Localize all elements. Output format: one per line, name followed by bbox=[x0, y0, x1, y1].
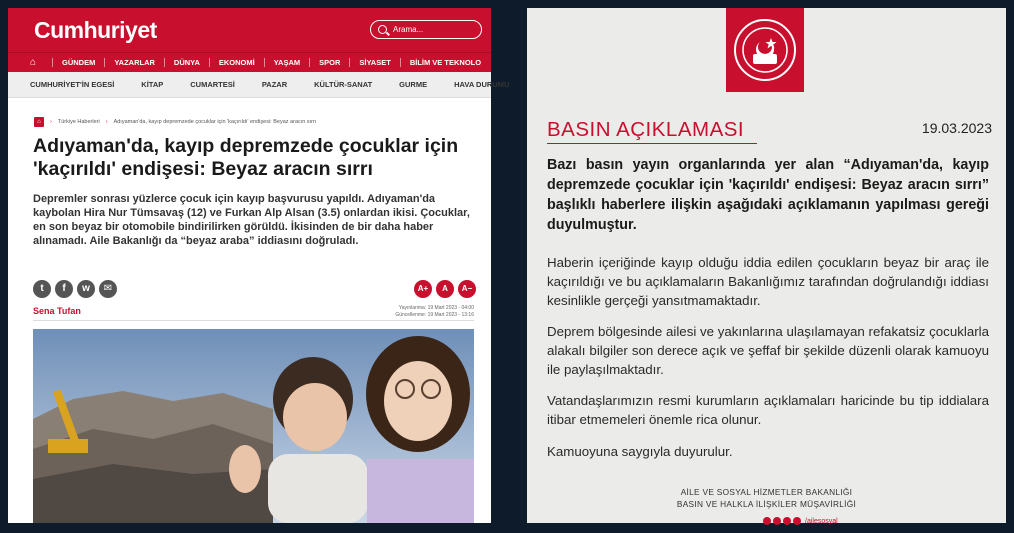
search-icon bbox=[378, 25, 387, 34]
subnav-item-hava-durumu[interactable]: HAVA DURUMU bbox=[454, 80, 510, 89]
subnav-item-pazar[interactable]: PAZAR bbox=[261, 80, 288, 89]
breadcrumb: ⌂ › Türkiye Haberleri › Adıyaman'da, kayıp depremzede çocuklar için 'kaçırıldı' endişesi: Beyaz aracın sırrı bbox=[34, 116, 316, 127]
subnav-item-ege[interactable]: CUMHURİYET'İN EGESİ bbox=[30, 80, 115, 89]
font-increase-button[interactable]: A+ bbox=[414, 280, 432, 298]
facebook-icon[interactable]: f bbox=[55, 280, 73, 298]
home-icon[interactable]: ⌂ bbox=[34, 117, 44, 127]
share-buttons bbox=[33, 280, 117, 298]
whatsapp-icon[interactable]: w bbox=[77, 280, 95, 298]
article-headline: Adıyaman'da, kayıp depremzede çocuklar için 'kaçırıldı' endişesi: Beyaz aracın sırrı bbox=[33, 135, 459, 180]
release-lead: Bazı basın yayın organlarında yer alan “Adıyaman'da, kayıp depremzede çocuklar için 'kaçırıldı' endişesi: Beyaz aracın sırrı” başlıklı haberlere ilişkin aşağıdaki açıklamanın yapılması gereği duyulmuştur. bbox=[547, 157, 989, 233]
site-logo[interactable]: Cumhuriyet bbox=[34, 17, 157, 43]
nav-item-yazarlar[interactable]: YAZARLAR bbox=[104, 58, 164, 67]
breadcrumb-category[interactable]: Türkiye Haberleri bbox=[57, 118, 100, 125]
search-input[interactable] bbox=[370, 20, 482, 39]
nav-item-bilim[interactable]: BİLİM VE TEKNOLO bbox=[400, 58, 490, 67]
subnav-item-gurme[interactable]: GURME bbox=[399, 80, 428, 89]
breadcrumb-current: Adıyaman'da, kayıp depremzede çocuklar için 'kaçırıldı' endişesi: Beyaz aracın sırrı bbox=[113, 118, 317, 125]
subnav-item-kitap[interactable]: KİTAP bbox=[141, 80, 164, 89]
published-date: Yayınlanma: 19 Mart 2023 - 04:00 bbox=[398, 305, 474, 311]
release-paragraph: Kamuoyuna saygıyla duyurulur. bbox=[547, 444, 733, 459]
nav-item-siyaset[interactable]: SİYASET bbox=[349, 58, 399, 67]
email-icon[interactable]: ✉ bbox=[99, 280, 117, 298]
sub-nav bbox=[8, 72, 510, 98]
search-placeholder: Arama... bbox=[393, 25, 424, 34]
ministry-name: AİLE VE SOSYAL HİZMETLER BAKANLIĞI bbox=[680, 487, 853, 497]
site-header bbox=[8, 8, 491, 52]
release-title: BASIN AÇIKLAMASI bbox=[547, 118, 745, 141]
title-underline bbox=[547, 143, 757, 144]
article-summary: Depremler sonrası yüzlerce çocuk için kayıp başvurusu yapıldı. Adıyaman'da kaybolan Hira Nur Tümsavaş (12) ve Furkan Alp Alsan (3.5) onlardan ikisi. Çocuklar, en son beyaz bir otomobile bindirilirken görüldü. İkisinden de bir daha haber alınamadı. Aile Bakanlığı da “beyaz araba” iddiasını doğruladı. bbox=[33, 193, 470, 247]
release-paragraph: Deprem bölgesinde ailesi ve yakınlarına ulaşılamayan refakatsiz çocuklarla alakalı bilgiler son derece açık ve şeffaf bir şekilde düzenli olarak kamuoyu ile paylaşılmaktadır. bbox=[547, 324, 989, 377]
article-photo bbox=[33, 329, 474, 523]
subnav-item-kultur-sanat[interactable]: KÜLTÜR-SANAT bbox=[314, 80, 373, 89]
press-release-panel bbox=[527, 8, 1006, 523]
social-handle[interactable]: /ailesosyal bbox=[805, 517, 838, 525]
release-date: 19.03.2023 bbox=[921, 120, 992, 136]
nav-item-yasam[interactable]: YAŞAM bbox=[264, 58, 309, 67]
article-dates bbox=[348, 305, 474, 319]
department-name: BASIN VE HALKLA İLİŞKİLER MÜŞAVİRLİĞİ bbox=[676, 499, 857, 509]
release-paragraph: Haberin içeriğinde kayıp olduğu iddia edilen çocukların beyaz bir araç ile kaçırıldığı ve bu açıklamaların Bakanlığımız tarafından doğrulandığı iddiası kesinlikle gerçeği yansıtmamaktadır. bbox=[547, 255, 989, 308]
twitter-icon[interactable] bbox=[793, 517, 801, 525]
news-article-panel bbox=[8, 8, 510, 523]
divider bbox=[33, 320, 474, 321]
font-decrease-button[interactable]: A− bbox=[458, 280, 476, 298]
ministry-logo bbox=[726, 8, 804, 92]
release-footer bbox=[527, 486, 1006, 510]
subnav-item-cumartesi[interactable]: CUMARTESİ bbox=[190, 80, 235, 89]
font-size-controls bbox=[414, 280, 476, 298]
twitter-icon[interactable]: t bbox=[33, 280, 51, 298]
youtube-icon[interactable] bbox=[773, 517, 781, 525]
home-icon[interactable]: ⌂ bbox=[30, 57, 37, 68]
instagram-icon[interactable] bbox=[783, 517, 791, 525]
author-name[interactable]: Sena Tufan bbox=[33, 306, 81, 316]
nav-item-ekonomi[interactable]: EKONOMİ bbox=[209, 58, 264, 67]
nav-item-dunya[interactable]: DÜNYA bbox=[164, 58, 209, 67]
social-links bbox=[763, 517, 838, 525]
nav-item-spor[interactable]: SPOR bbox=[309, 58, 349, 67]
font-reset-button[interactable]: A bbox=[436, 280, 454, 298]
release-paragraph: Vatandaşlarımızın resmi kurumların açıklamaları haricinde bu tip iddialara itibar etmemeleri önemle rica olunur. bbox=[547, 393, 989, 427]
facebook-icon[interactable] bbox=[763, 517, 771, 525]
updated-date: Güncellenme: 19 Mart 2023 - 13:16 bbox=[395, 312, 474, 318]
main-nav bbox=[8, 52, 491, 72]
nav-item-gundem[interactable]: GÜNDEM bbox=[52, 58, 104, 67]
